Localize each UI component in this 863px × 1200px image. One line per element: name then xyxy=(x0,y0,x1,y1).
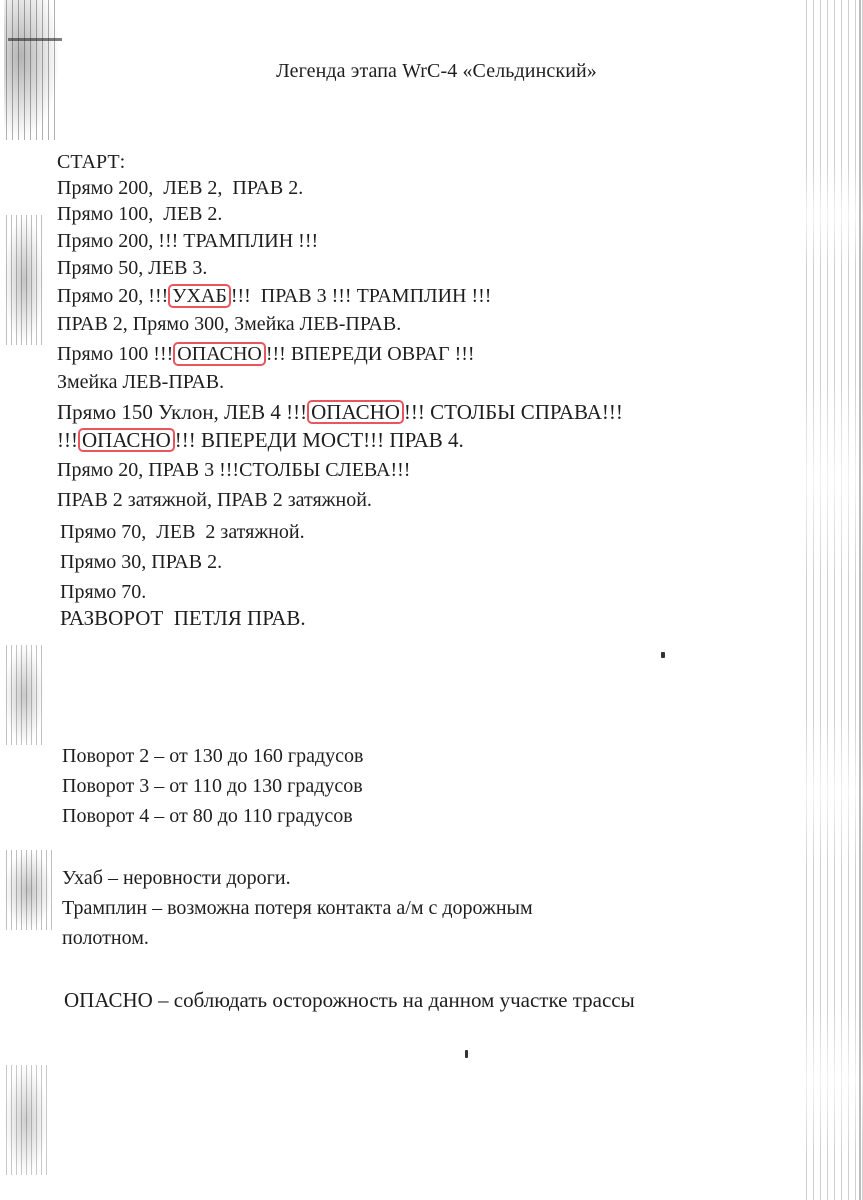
scan-noise-left-low2 xyxy=(4,850,52,930)
scan-speck xyxy=(465,1050,468,1058)
route-line: Прямо 200, !!! ТРАМПЛИН !!! xyxy=(57,230,319,252)
route-line: Прямо 150 Уклон, ЛЕВ 4 !!! ОПАСНО !!! СТОЛБЫ СПРАВА!!! xyxy=(57,400,623,424)
route-line: !!! ОПАСНО !!! ВПЕРЕДИ МОСТ!!! ПРАВ 4. xyxy=(57,428,464,452)
definition-item: полотном. xyxy=(62,927,149,949)
route-line: СТАРТ: xyxy=(57,151,126,173)
route-line: Прямо 100 !!! ОПАСНО !!! ВПЕРЕДИ ОВРАГ !!! xyxy=(57,343,475,365)
scan-edge-right xyxy=(859,0,861,1200)
route-line: ПРАВ 2, Прямо 300, Змейка ЛЕВ-ПРАВ. xyxy=(57,313,402,335)
highlight-opasno: ОПАСНО xyxy=(307,400,404,424)
route-line: Прямо 70, ЛЕВ 2 затяжной. xyxy=(60,521,305,543)
route-line: Прямо 30, ПРАВ 2. xyxy=(60,551,223,573)
route-line: ПРАВ 2 затяжной, ПРАВ 2 затяжной. xyxy=(57,489,372,511)
scan-noise-right xyxy=(803,0,863,1200)
highlight-opasno: ОПАСНО xyxy=(173,342,266,366)
route-line: РАЗВОРОТ ПЕТЛЯ ПРАВ. xyxy=(60,606,306,630)
route-line: Змейка ЛЕВ-ПРАВ. xyxy=(57,371,225,393)
route-line: Прямо 20, ПРАВ 3 !!!СТОЛБЫ СЛЕВА!!! xyxy=(57,459,411,481)
route-line: Прямо 50, ЛЕВ 3. xyxy=(57,257,208,279)
document-title: Легенда этапа WrC-4 «Сельдинский» xyxy=(276,60,597,82)
highlight-opasno: ОПАСНО xyxy=(78,428,175,452)
highlight-uhab: УХАБ xyxy=(168,284,231,308)
turn-legend-item: Поворот 4 – от 80 до 110 градусов xyxy=(62,805,353,827)
route-line: Прямо 200, ЛЕВ 2, ПРАВ 2. xyxy=(57,177,304,199)
scan-speck xyxy=(661,652,665,658)
danger-note: ОПАСНО – соблюдать осторожность на данном участке трассы xyxy=(64,988,635,1012)
route-line: Прямо 100, ЛЕВ 2. xyxy=(57,203,223,225)
scan-noise-left-mid xyxy=(4,215,44,345)
scan-noise-left-low xyxy=(4,645,44,745)
turn-legend-item: Поворот 2 – от 130 до 160 градусов xyxy=(62,745,364,767)
route-line: Прямо 20, !!! УХАБ !!! ПРАВ 3 !!! ТРАМПЛИН !!! xyxy=(57,285,492,307)
route-line: Прямо 70. xyxy=(60,581,147,603)
scan-noise-left-bottom xyxy=(4,1065,48,1175)
definition-item: Трамплин – возможна потеря контакта а/м с дорожным xyxy=(62,897,533,919)
definition-item: Ухаб – неровности дороги. xyxy=(62,867,291,889)
turn-legend-item: Поворот 3 – от 110 до 130 градусов xyxy=(62,775,363,797)
